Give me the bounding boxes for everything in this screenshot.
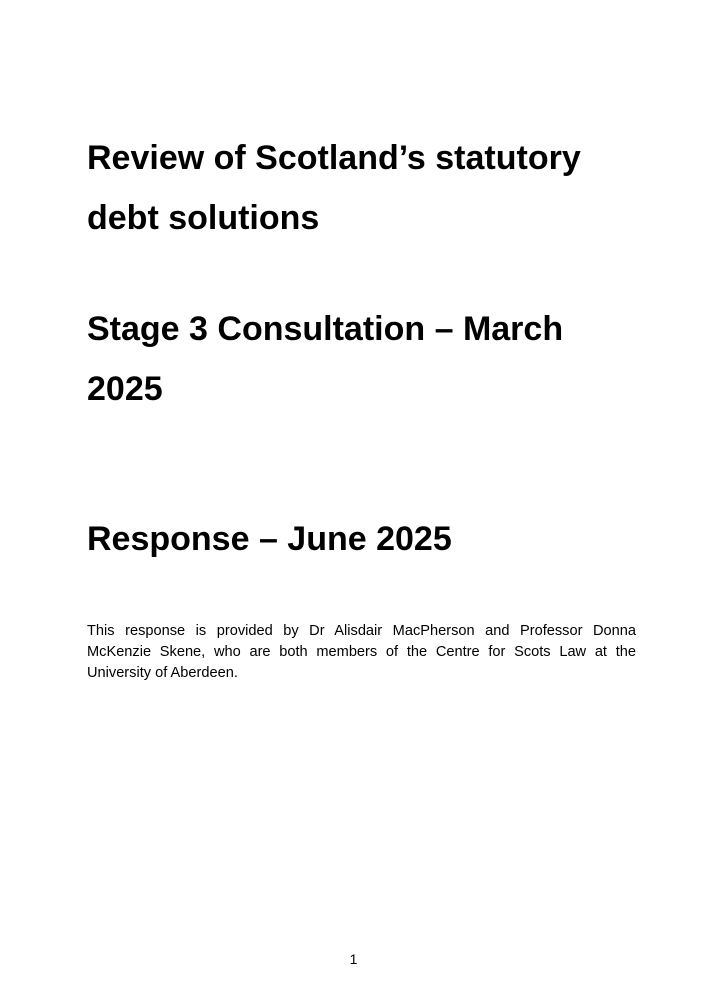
- consultation-line-2: 2025: [87, 370, 163, 408]
- page-number: 1: [349, 951, 358, 967]
- title-line-1: Review of Scotland’s statutory: [87, 139, 581, 177]
- response-heading: [87, 509, 647, 569]
- consultation-heading: [87, 299, 647, 419]
- response-heading-text: Response – June 2025: [87, 520, 452, 558]
- intro-paragraph: This response is provided by Dr Alisdair MacPherson and Professor Donna McKenzie Skene, who are both members of the Centre for Scots Law at the University of Aberdeen.: [87, 623, 636, 681]
- consultation-line-1: Stage 3 Consultation – March: [87, 310, 564, 348]
- document-title: [87, 128, 647, 248]
- title-line-2: debt solutions: [87, 199, 320, 237]
